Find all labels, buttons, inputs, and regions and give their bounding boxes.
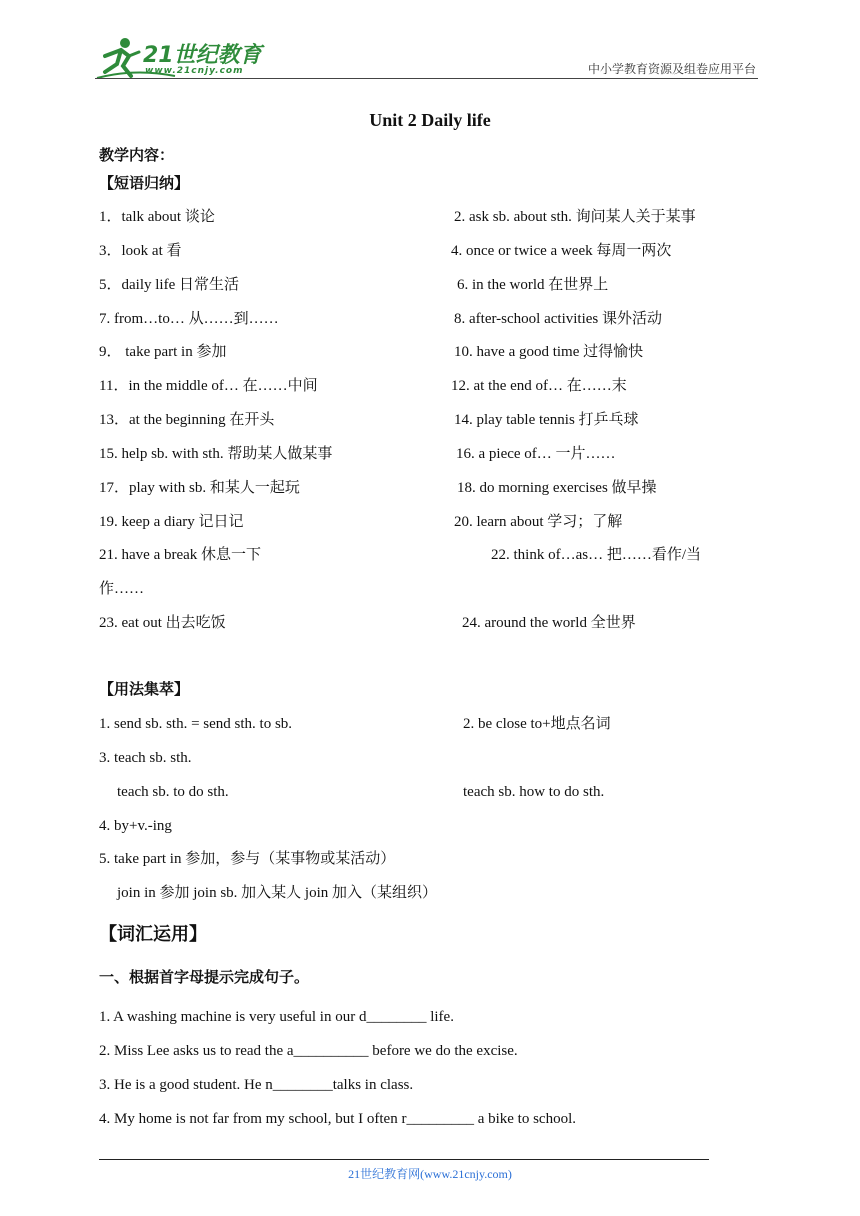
page-title: Unit 2 Daily life xyxy=(369,110,491,130)
header-platform-text: 中小学教育资源及组卷应用平台 xyxy=(587,62,756,76)
header-divider xyxy=(95,78,758,79)
usage-item: 5. take part in 参加，参与（某事物或某活动） xyxy=(99,851,396,867)
phrase-item: 5．daily life 日常生活 xyxy=(99,277,239,293)
phrase-item: 12. at the end of… 在……末 xyxy=(451,378,627,394)
phrase-item: 4. once or twice a week 每周一两次 xyxy=(451,243,672,259)
phrases-heading: 【短语归纳】 xyxy=(99,176,190,192)
phrase-item: 16. a piece of… 一片…… xyxy=(456,446,616,462)
phrase-item: 24. around the world 全世界 xyxy=(462,615,636,631)
phrase-item: 6. in the world 在世界上 xyxy=(457,277,609,293)
exercise-sentence: 4. My home is not far from my school, but I often r_________ a bike to school. xyxy=(99,1111,577,1127)
vocab-heading: 【词汇运用】 xyxy=(99,924,207,944)
phrase-item: 20. learn about 学习；了解 xyxy=(454,514,623,530)
footer-link[interactable]: 21世纪教育网(www.21cnjy.com) xyxy=(348,1167,512,1181)
footer-divider xyxy=(99,1159,709,1160)
phrase-item: 23. eat out 出去吃饭 xyxy=(99,615,226,631)
exercise-sentence: 2. Miss Lee asks us to read the a__________ before we do the excise. xyxy=(99,1043,518,1059)
phrase-item: 11．in the middle of… 在……中间 xyxy=(99,378,318,394)
phrase-item: 21. have a break 休息一下 xyxy=(99,547,262,563)
phrase-item: 13．at the beginning 在开头 xyxy=(99,412,275,428)
phrase-item: 9． take part in 参加 xyxy=(99,344,227,360)
section1-heading: 一、根据首字母提示完成句子。 xyxy=(99,970,310,986)
phrase-item: 22. think of…as… 把……看作/当 xyxy=(491,547,701,563)
usage-item: 2. be close to+地点名词 xyxy=(463,716,611,732)
phrase-item: 18. do morning exercises 做早操 xyxy=(457,480,657,496)
usage-item: 4. by+v.-ing xyxy=(99,818,172,834)
phrase-item: 7. from…to… 从……到…… xyxy=(99,311,279,327)
phrase-item: 1．talk about 谈论 xyxy=(99,209,215,225)
phrase-item: 17．play with sb. 和某人一起玩 xyxy=(99,480,300,496)
usage-item: teach sb. how to do sth. xyxy=(463,784,605,800)
usage-heading: 【用法集萃】 xyxy=(99,682,190,698)
exercise-sentence: 3. He is a good student. He n________talks in class. xyxy=(99,1077,414,1093)
phrase-item-wrap: 作…… xyxy=(99,581,145,597)
phrase-item: 2. ask sb. about sth. 询问某人关于某事 xyxy=(454,209,696,225)
phrase-item: 3．look at 看 xyxy=(99,243,182,259)
phrase-item: 15. help sb. with sth. 帮助某人做某事 xyxy=(99,446,333,462)
logo-text: 21世纪教育 xyxy=(143,43,262,68)
phrase-item: 8. after-school activities 课外活动 xyxy=(454,311,662,327)
usage-item: 3. teach sb. sth. xyxy=(99,750,192,766)
site-logo xyxy=(95,36,265,80)
usage-item: 1. send sb. sth. = send sth. to sb. xyxy=(99,716,293,732)
usage-item: teach sb. to do sth. xyxy=(117,784,229,800)
phrase-item: 14. play table tennis 打乒乓球 xyxy=(454,412,639,428)
phrase-item: 19. keep a diary 记日记 xyxy=(99,514,244,530)
usage-item: join in 参加 join sb. 加入某人 join 加入（某组织） xyxy=(117,885,438,901)
logo-url: www.21cnjy.com xyxy=(145,66,244,76)
phrase-item: 10. have a good time 过得愉快 xyxy=(454,344,644,360)
exercise-sentence: 1. A washing machine is very useful in our d________ life. xyxy=(99,1009,454,1025)
content-label: 教学内容： xyxy=(99,148,175,164)
